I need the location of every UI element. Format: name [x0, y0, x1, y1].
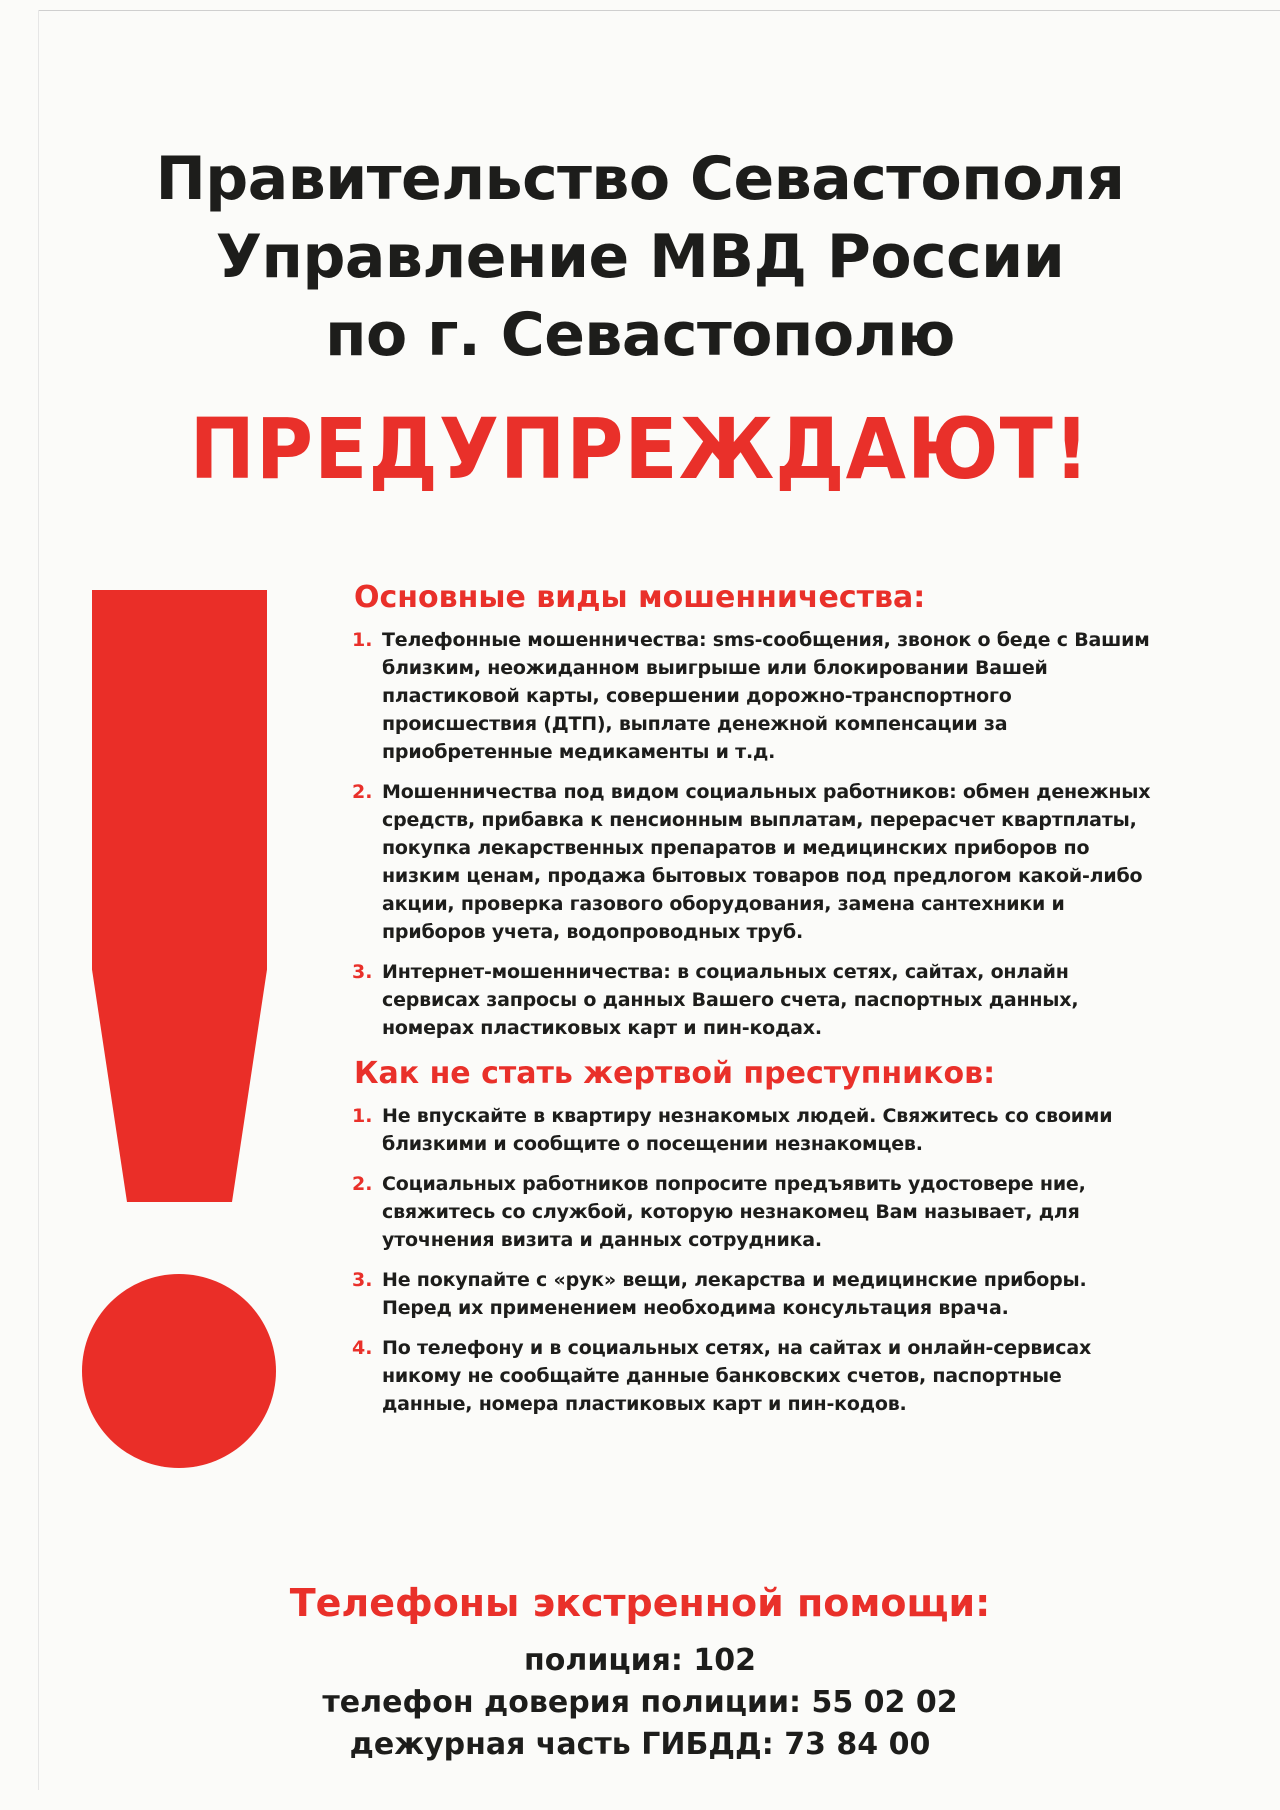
emergency-phones	[0, 1640, 1280, 1766]
fraud-section-title: Основные виды мошенничества:	[354, 580, 926, 615]
fraud-item	[352, 626, 1152, 766]
fraud-item	[352, 958, 1152, 1042]
item-number: 2.	[352, 1173, 373, 1195]
scan-edge-top	[38, 10, 1280, 11]
item-text: Не покупайте с «рук» вещи, лекарства и медицинские приборы. Перед их применением необходима консультация врача.	[382, 1269, 1087, 1319]
item-number: 3.	[352, 1269, 373, 1291]
item-text: Интернет-мошенничества: в социальных сетях, сайтах, онлайн сервисах запросы о данных Вашего счета, паспортных данных, номерах пластиковых карт и пин-кодах.	[382, 961, 1079, 1039]
item-number: 3.	[352, 961, 373, 983]
gibdd-phone: дежурная часть ГИБДД: 73 84 00	[349, 1727, 931, 1762]
exclamation-bar-icon	[92, 590, 267, 1202]
header	[0, 140, 1280, 374]
item-number: 2.	[352, 781, 373, 803]
trust-phone: телефон доверия полиции: 55 02 02	[322, 1685, 958, 1720]
header-line-1: Правительство Севастополя	[155, 144, 1125, 214]
item-text: Телефонные мошенничества: sms-сообщения, звонок о беде с Вашим близким, неожиданном выигрыше или блокировании Вашей пластиковой карты, совершении дорожно-транспортного происшествия (ДТП), выплате денежной компенсации за приобретенные медикаменты и т.д.	[382, 629, 1150, 763]
item-number: 1.	[352, 1105, 373, 1127]
item-text: Мошенничества под видом социальных работников: обмен денежных средств, прибавка к пенсионным выплатам, перерасчет квартплаты, покупка лекарственных препаратов и медицинских приборов по низким ценам, продажа бытовых товаров под предлогом какой-либо акции, проверка газового оборудования, замена сантехники и приборов учета, водопроводных труб.	[382, 781, 1151, 943]
advice-item	[352, 1266, 1152, 1322]
fraud-item	[352, 778, 1152, 946]
main-content	[352, 578, 1152, 1430]
advice-item	[352, 1170, 1152, 1254]
item-text: Не впускайте в квартиру незнакомых людей. Свяжитесь со своими близкими и сообщите о посещении незнакомцев.	[382, 1105, 1113, 1155]
warning-title: ПРЕДУПРЕЖДАЮТ!	[189, 401, 1091, 499]
item-number: 4.	[352, 1337, 373, 1359]
header-line-3: по г. Севастополю	[325, 300, 955, 370]
advice-item	[352, 1102, 1152, 1158]
advice-section-title: Как не стать жертвой преступников:	[354, 1056, 996, 1091]
item-text: По телефону и в социальных сетях, на сайтах и онлайн-сервисах никому не сообщайте данные банковских счетов, паспортные данные, номера пластиковых карт и пин-кодов.	[382, 1337, 1092, 1415]
emergency-phones-title: Телефоны экстренной помощи:	[289, 1581, 991, 1625]
header-line-2: Управление МВД России	[215, 222, 1065, 292]
police-phone: полиция: 102	[524, 1643, 756, 1678]
item-number: 1.	[352, 629, 373, 651]
item-text: Социальных работников попросите предъявить удостовере ние, свяжитесь со службой, которую незнакомец Вам называет, для уточнения визита и данных сотрудника.	[382, 1173, 1086, 1251]
exclamation-dot-icon	[82, 1274, 276, 1468]
advice-item	[352, 1334, 1152, 1418]
